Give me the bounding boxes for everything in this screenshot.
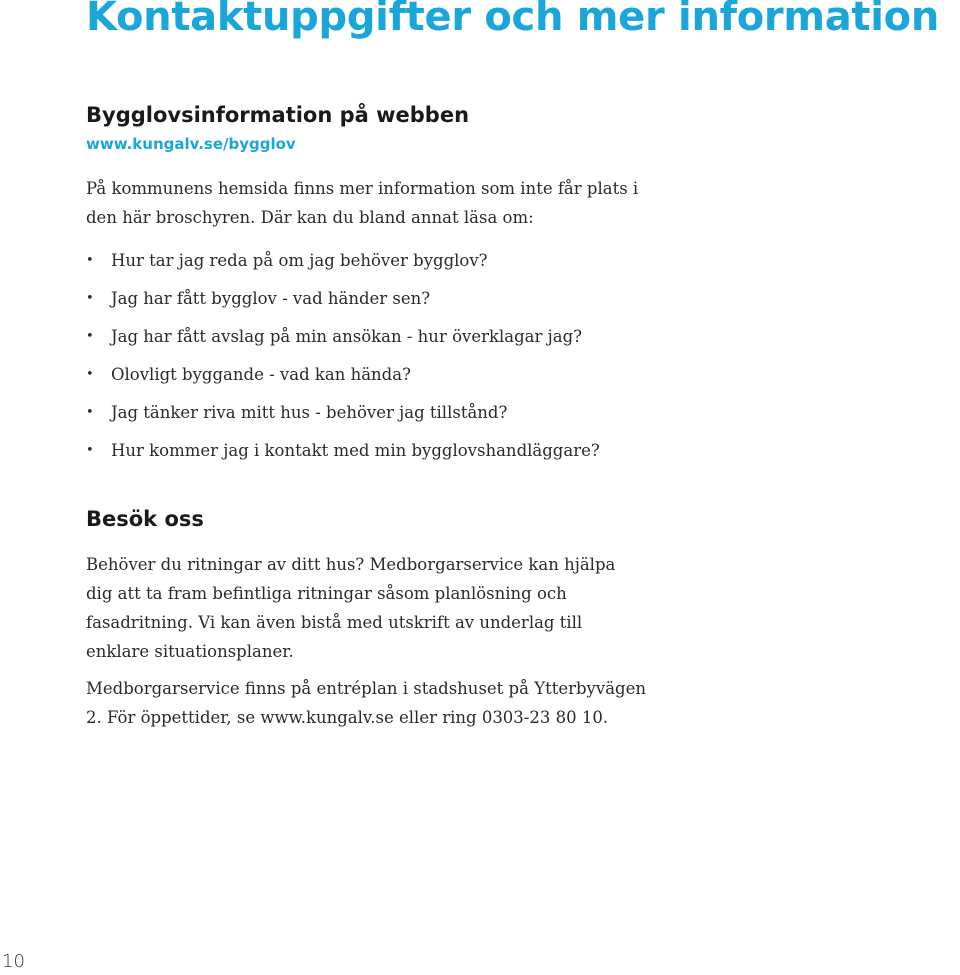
- list-item-text: Hur kommer jag i kontakt med min bygglovshandläggare?: [111, 441, 600, 460]
- list-item: [86, 394, 646, 432]
- bullet-icon: •: [86, 291, 94, 306]
- list-item-text: Jag har fått avslag på min ansökan - hur överklagar jag?: [111, 327, 582, 346]
- list-item-text: Jag tänker riva mitt hus - behöver jag tillstånd?: [111, 403, 508, 422]
- bullet-icon: •: [86, 405, 94, 420]
- topic-list: [86, 242, 646, 470]
- list-item-text: Olovligt byggande - vad kan hända?: [111, 365, 411, 384]
- page-title: Kontaktuppgifter och mer information: [86, 0, 939, 40]
- list-item: [86, 280, 646, 318]
- list-item: [86, 356, 646, 394]
- page-number: 10: [2, 951, 25, 972]
- web-info-heading: Bygglovsinformation på webben: [86, 103, 470, 127]
- bygglov-link[interactable]: www.kungalv.se/bygglov: [86, 135, 296, 153]
- list-item-text: Jag har fått bygglov - vad händer sen?: [111, 289, 431, 308]
- main-content: [86, 98, 646, 732]
- visit-paragraph-location: Medborgarservice finns på entréplan i stadshuset på Ytterbyvägen 2. För öppettider, se www.kungalv.se eller ring 0303-23 80 10.: [86, 679, 646, 727]
- list-item: [86, 432, 646, 470]
- list-item: [86, 318, 646, 356]
- bullet-icon: •: [86, 329, 94, 344]
- bullet-icon: •: [86, 253, 94, 268]
- visit-heading: Besök oss: [86, 507, 204, 531]
- visit-paragraph-drawings: Behöver du ritningar av ditt hus? Medborgarservice kan hjälpa dig att ta fram befintliga ritningar såsom planlösning och fasadritning. Vi kan även bistå med utskrift av underlag till enklare situationsplaner.: [86, 555, 616, 661]
- list-item-text: Hur tar jag reda på om jag behöver bygglov?: [111, 251, 488, 270]
- bullet-icon: •: [86, 443, 94, 458]
- list-item: [86, 242, 646, 280]
- web-info-intro: På kommunens hemsida finns mer information som inte får plats i den här broschyren. Där kan du bland annat läsa om:: [86, 179, 639, 227]
- bullet-icon: •: [86, 367, 94, 382]
